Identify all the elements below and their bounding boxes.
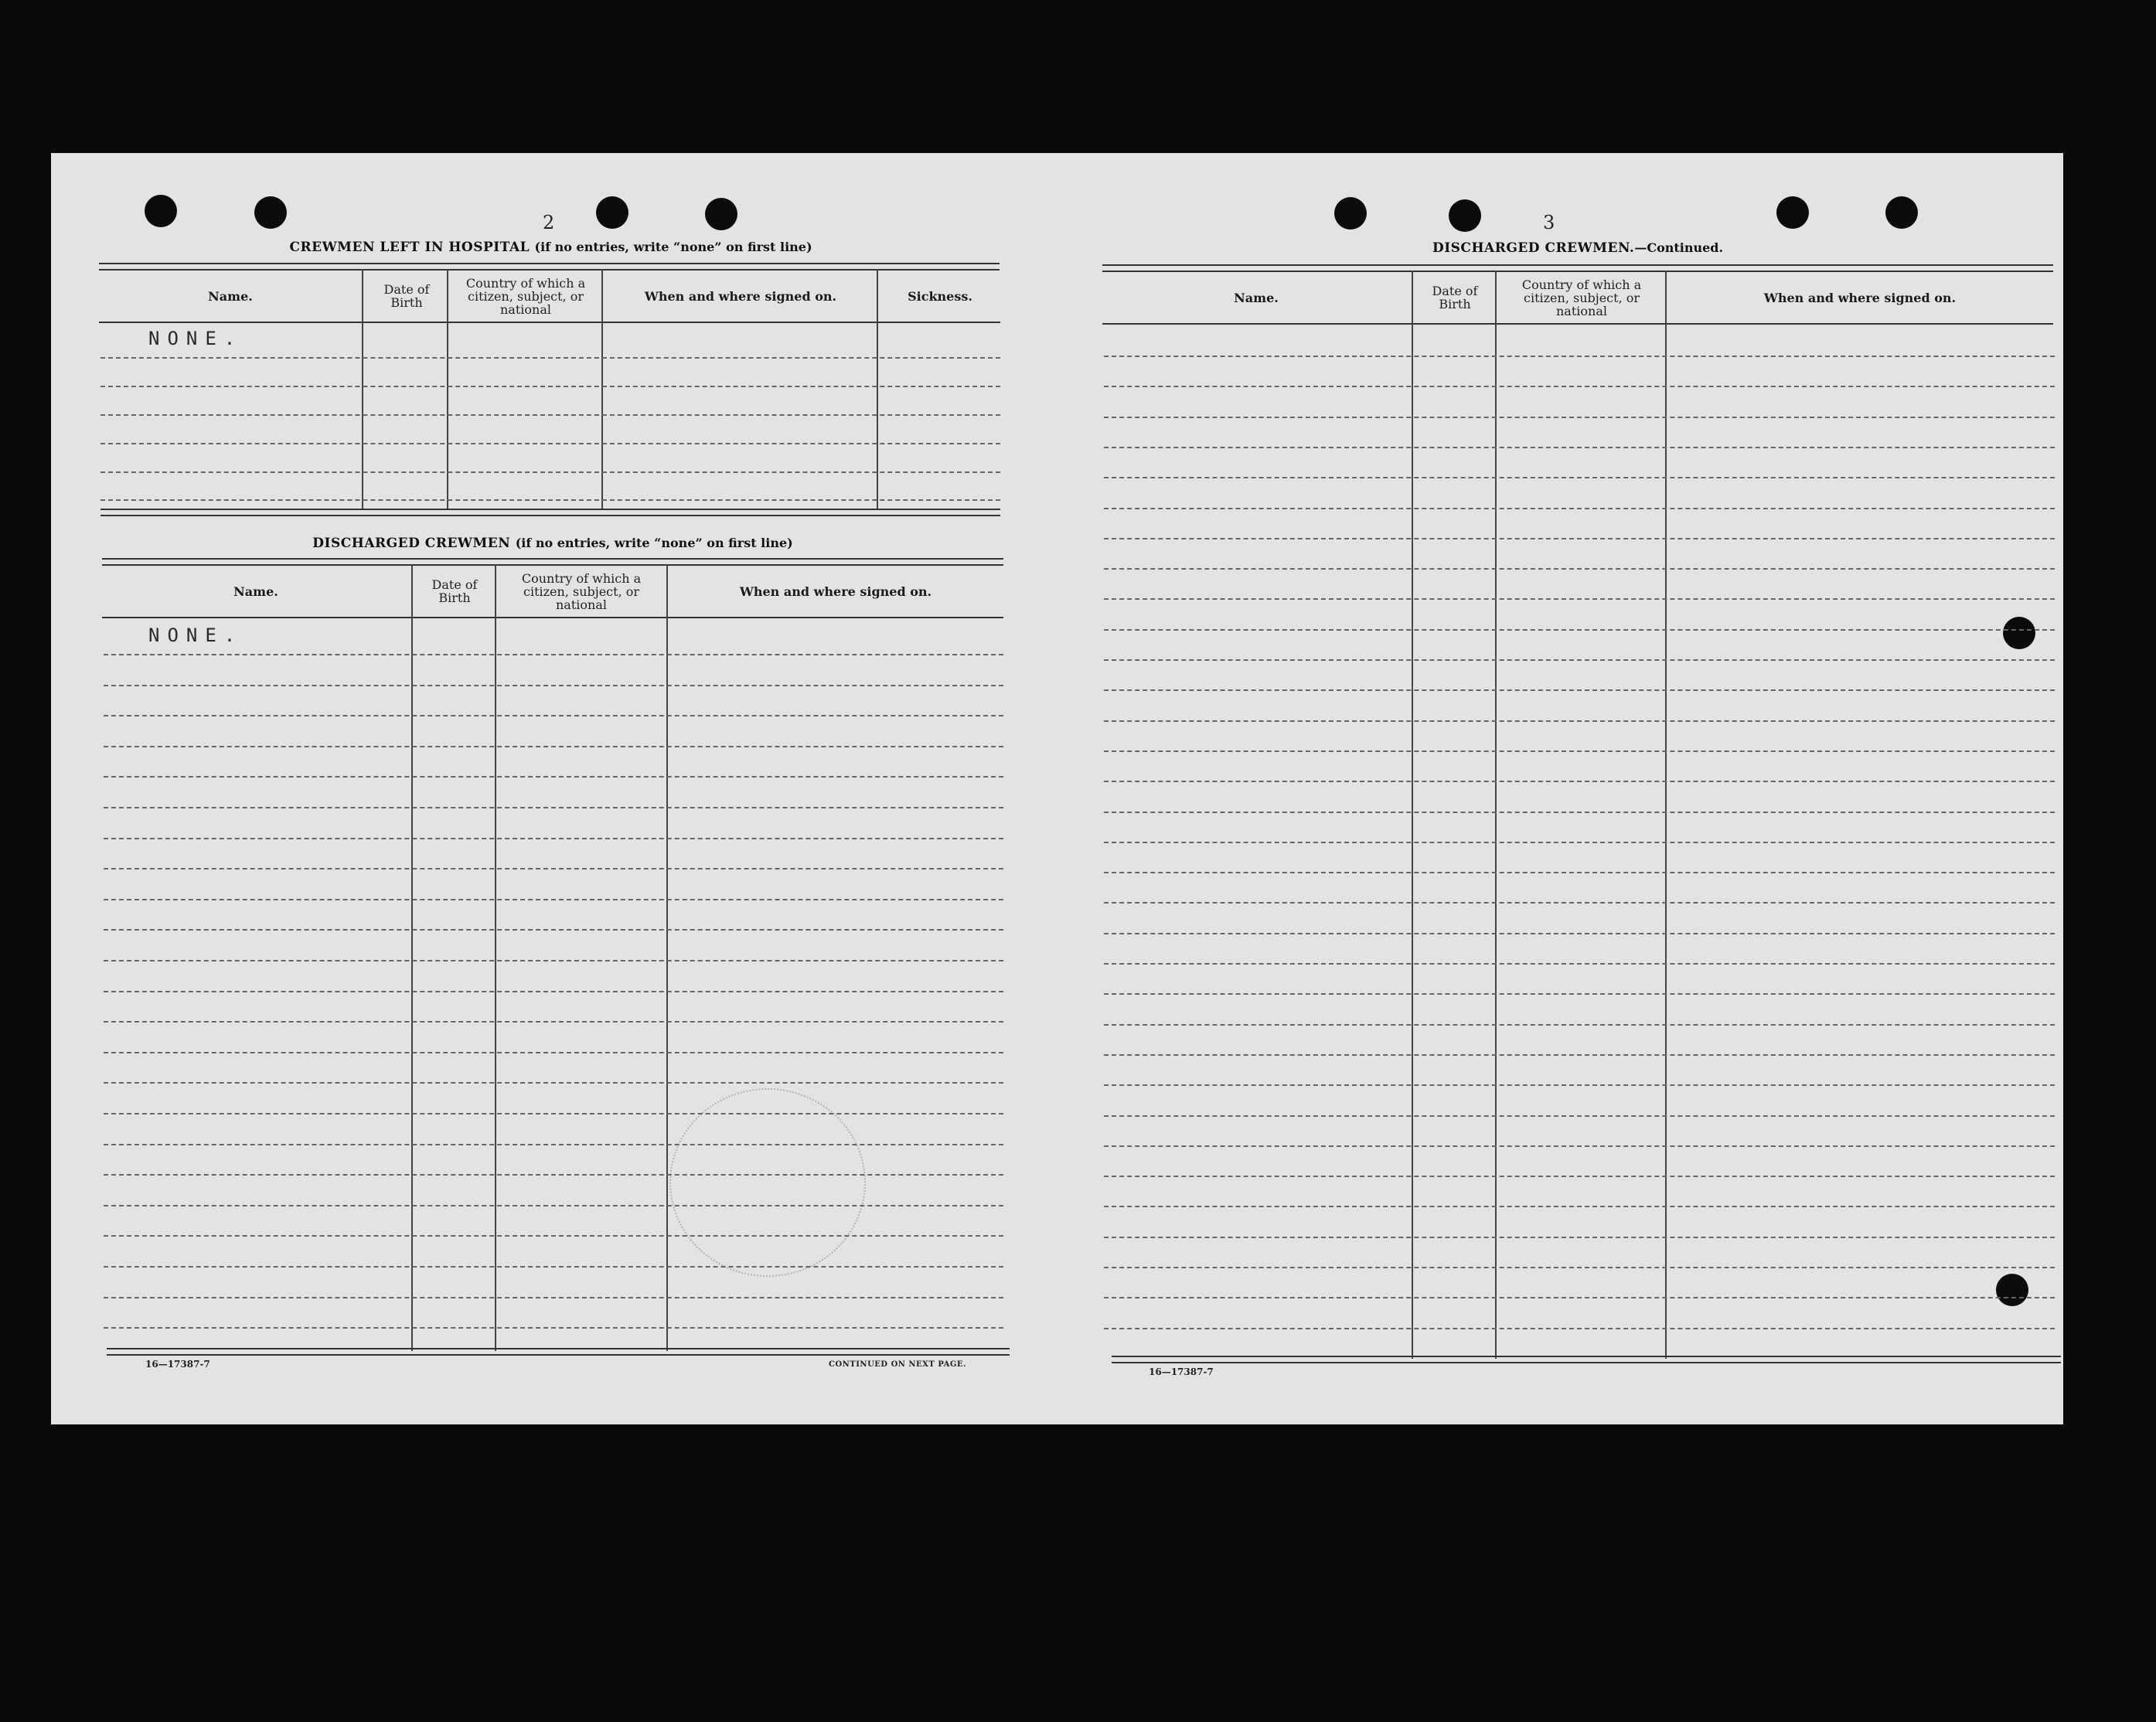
ruled-line: [1104, 1115, 2055, 1117]
ruled-line: [1104, 598, 2055, 600]
ruled-line: [1104, 629, 2055, 631]
punch-hole: [145, 195, 177, 227]
discharged-col-signed: When and where signed on.: [739, 584, 932, 599]
ruled-line: [104, 1327, 1003, 1329]
ruled-line: [1104, 568, 2055, 570]
discharged-col-name: Name.: [233, 584, 278, 599]
ruled-line: [104, 1021, 1003, 1023]
ruled-line: [1104, 750, 2055, 752]
ruled-line: [104, 991, 1003, 992]
ruled-line: [104, 776, 1003, 778]
ruled-line: [1104, 872, 2055, 873]
hospital-top-rule: [99, 263, 1000, 271]
ruled-line: [104, 746, 1003, 747]
hospital-header-rule: [99, 322, 1000, 323]
right-header-rule: [1102, 323, 2053, 325]
hospital-col-signed: When and where signed on.: [644, 288, 837, 304]
right-title-text: DISCHARGED CREWMEN.: [1432, 240, 1635, 256]
hospital-col-divider: [601, 269, 603, 510]
discharged-title-text: DISCHARGED CREWMEN: [312, 536, 511, 551]
ruled-line: [1104, 508, 2055, 509]
ruled-line: [1104, 933, 2055, 934]
hospital-col-divider: [362, 269, 363, 510]
discharged-col-divider: [411, 564, 413, 1351]
ruled-line: [104, 838, 1003, 839]
ruled-line: [104, 868, 1003, 870]
discharged-header-rule: [102, 617, 1003, 618]
hospital-col-dob: Date of Birth: [383, 282, 430, 310]
discharged-section-title: [102, 536, 1003, 551]
ruled-line: [1104, 417, 2055, 418]
right-title-suffix: —Continued.: [1634, 240, 1724, 255]
ruled-line: [104, 715, 1003, 716]
ruled-line: [104, 1297, 1003, 1298]
hospital-col-name: Name.: [208, 288, 253, 304]
discharged-entry-none: NONE.: [148, 624, 244, 646]
continued-note: CONTINUED ON NEXT PAGE.: [829, 1360, 967, 1369]
ruled-line: [1104, 993, 2055, 995]
hospital-section-title: [100, 240, 1001, 255]
ruled-line: [104, 1113, 1003, 1115]
ruled-line: [1104, 477, 2055, 478]
ruled-line: [1104, 538, 2055, 539]
discharged-col-divider: [495, 564, 496, 1351]
ruled-line: [1104, 1237, 2055, 1238]
ruled-line: [1104, 1145, 2055, 1147]
ruled-line: [100, 471, 1000, 473]
form-number-right: 16—17387-7: [1149, 1366, 1214, 1377]
hospital-title-text: CREWMEN LEFT IN HOSPITAL: [289, 240, 530, 255]
document-sheet: [51, 153, 2063, 1424]
ruled-line: [1104, 963, 2055, 965]
punch-hole: [1334, 197, 1367, 230]
hospital-col-divider: [447, 269, 448, 510]
ruled-line: [104, 960, 1003, 961]
punch-hole: [596, 196, 628, 229]
ruled-line: [1104, 1084, 2055, 1086]
page-number-right: 3: [1543, 212, 1555, 233]
ruled-line: [104, 899, 1003, 900]
right-col-divider: [1412, 271, 1413, 1359]
right-section-title: [1102, 240, 2053, 256]
punch-hole: [1996, 1274, 2028, 1306]
right-top-rule: [1102, 264, 2053, 272]
right-col-country: Country of which a citizen, subject, or national: [1521, 277, 1642, 318]
discharged-bottom-rule: [107, 1348, 1010, 1356]
ruled-line: [100, 386, 1000, 387]
hospital-entry-none: NONE.: [148, 328, 244, 349]
right-col-signed: When and where signed on.: [1763, 290, 1957, 305]
punch-hole: [1449, 199, 1481, 232]
ruled-line: [104, 1174, 1003, 1176]
ruled-line: [1104, 812, 2055, 813]
hospital-bottom-rule: [100, 509, 1000, 516]
ruled-line: [1104, 386, 2055, 387]
discharged-col-divider: [666, 564, 668, 1351]
ruled-line: [1104, 447, 2055, 448]
ruled-line: [1104, 1206, 2055, 1207]
punch-hole: [254, 196, 287, 229]
ruled-line: [100, 499, 1000, 501]
punch-hole: [2003, 617, 2035, 649]
ruled-line: [1104, 356, 2055, 357]
ruled-line: [100, 357, 1000, 359]
punch-hole: [705, 198, 737, 230]
punch-hole: [1776, 196, 1809, 229]
discharged-col-country: Country of which a citizen, subject, or national: [521, 570, 642, 612]
ruled-line: [104, 929, 1003, 931]
ruled-line: [104, 1052, 1003, 1053]
ruled-line: [1104, 902, 2055, 904]
hospital-col-divider: [877, 269, 878, 510]
discharged-instruction: (if no entries, write “none” on first line): [515, 536, 793, 550]
faint-stamp-mark: [669, 1088, 866, 1277]
right-col-divider: [1665, 271, 1667, 1359]
ruled-line: [1104, 842, 2055, 843]
ruled-line: [1104, 720, 2055, 722]
right-col-dob: Date of Birth: [1432, 284, 1478, 311]
ruled-line: [100, 414, 1000, 416]
right-col-divider: [1495, 271, 1497, 1359]
ruled-line: [1104, 659, 2055, 661]
ruled-line: [1104, 1054, 2055, 1056]
ruled-line: [104, 1082, 1003, 1084]
ruled-line: [104, 685, 1003, 686]
ruled-line: [1104, 1328, 2055, 1329]
hospital-col-country: Country of which a citizen, subject, or national: [465, 275, 586, 317]
ruled-line: [104, 1266, 1003, 1268]
ruled-line: [1104, 1297, 2055, 1298]
discharged-col-dob: Date of Birth: [431, 577, 478, 605]
ruled-line: [1104, 689, 2055, 691]
ruled-line: [1104, 1176, 2055, 1177]
discharged-top-rule: [102, 558, 1003, 566]
page-number-left: 2: [543, 212, 555, 233]
ruled-line: [1104, 1267, 2055, 1268]
hospital-instruction: (if no entries, write “none” on first line): [534, 240, 812, 254]
right-col-name: Name.: [1234, 290, 1279, 305]
ruled-line: [104, 654, 1003, 655]
right-bottom-rule: [1112, 1356, 2061, 1363]
punch-hole: [1885, 196, 1918, 229]
ruled-line: [104, 1144, 1003, 1145]
ruled-line: [104, 1235, 1003, 1237]
ruled-line: [1104, 1024, 2055, 1026]
form-number-left: 16—17387-7: [145, 1359, 210, 1370]
ruled-line: [1104, 781, 2055, 782]
ruled-line: [100, 443, 1000, 444]
ruled-line: [104, 807, 1003, 808]
ruled-line: [104, 1205, 1003, 1206]
hospital-col-sickness: Sickness.: [908, 288, 972, 304]
